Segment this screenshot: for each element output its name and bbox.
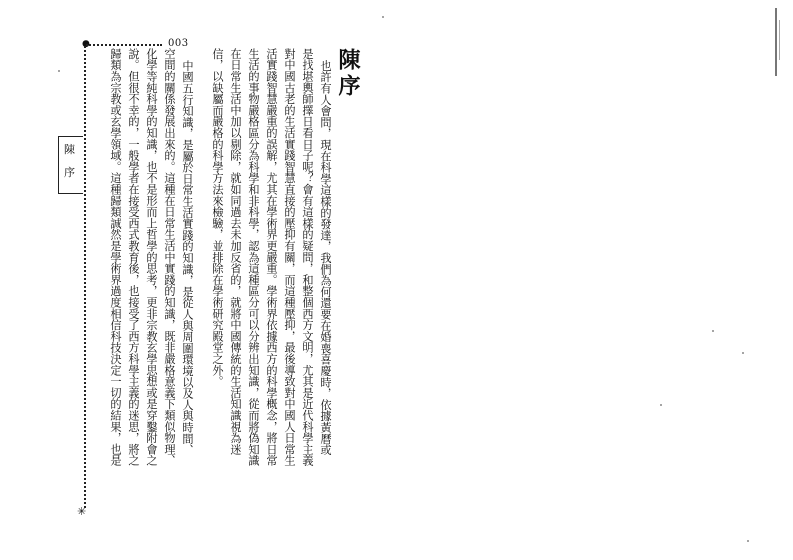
scan-speck <box>747 540 749 542</box>
scan-speck <box>58 70 60 72</box>
text-column: 是找堪輿師擇日看日子呢？會有這樣的疑問，和整個西方文明，尤其是近代科學主義 <box>301 48 314 467</box>
chapter-tab-char-1: 陳 <box>64 143 75 156</box>
text-column: 信，以缺屬而嚴格的科學方法來檢驗，並排除在學術研究殿堂之外。 <box>211 48 224 387</box>
margin-rule <box>84 46 86 508</box>
scan-speck <box>712 330 714 332</box>
text-column: 生活的事物嚴格區分為科學和非科學，認為這種區分可以分辨出知識，從而將偽知識 <box>247 48 260 467</box>
text-column: 說。但很不幸的，一般學者在接受西式教育後，也接受了西方科學主義的迷思，將之 <box>127 48 140 467</box>
text-column: 歸類為宗教或玄學領域。這種歸類誠然是學術界過度相信科技決定一切的結果，也是 <box>109 48 122 467</box>
scan-speck <box>742 352 744 354</box>
header-ornament: ● <box>82 39 90 49</box>
text-column: 也許有人會問，現在科學這樣的發達，我們為何還要在婚喪喜慶時，依據黃曆或 <box>319 60 332 456</box>
text-column: 空間的關係發展出來的。這種在日常生活中實踐的知識，既非嚴格意義下類似物理、 <box>163 48 176 467</box>
chapter-tab-char-2: 序 <box>64 166 75 179</box>
text-column: 中國五行知識，是屬於日常生活實踐的知識，是從人與周圍環境以及人與時間、 <box>181 60 194 456</box>
text-column: 在日常生活中加以剔除，就如同過去未加反省的，就將中國傳統的生活知識視為迷 <box>229 48 242 455</box>
text-column: 活實踐智慧嚴重的誤解，尤其在學術界更嚴重。學術界依據西方的科學概念，將日常 <box>265 48 278 467</box>
page-number: 003 <box>168 38 189 49</box>
chapter-heading: 陳序 <box>335 48 361 100</box>
text-column: 對中國古老的生活實踐智慧直接的壓抑有關，而這種壓抑，最後導致對中國人日常生 <box>283 48 296 467</box>
scan-speck <box>382 16 384 18</box>
header-rule <box>86 44 162 46</box>
margin-ornament: ✳ <box>77 505 87 518</box>
text-column: 化學等純科學的知識，也不是形而上哲學的思考，更非宗教玄學思想或是穿鑿附會之 <box>145 48 158 467</box>
scan-speck <box>660 404 662 406</box>
scan-edge-mark <box>775 8 777 76</box>
scan-edge-mark <box>779 20 780 60</box>
